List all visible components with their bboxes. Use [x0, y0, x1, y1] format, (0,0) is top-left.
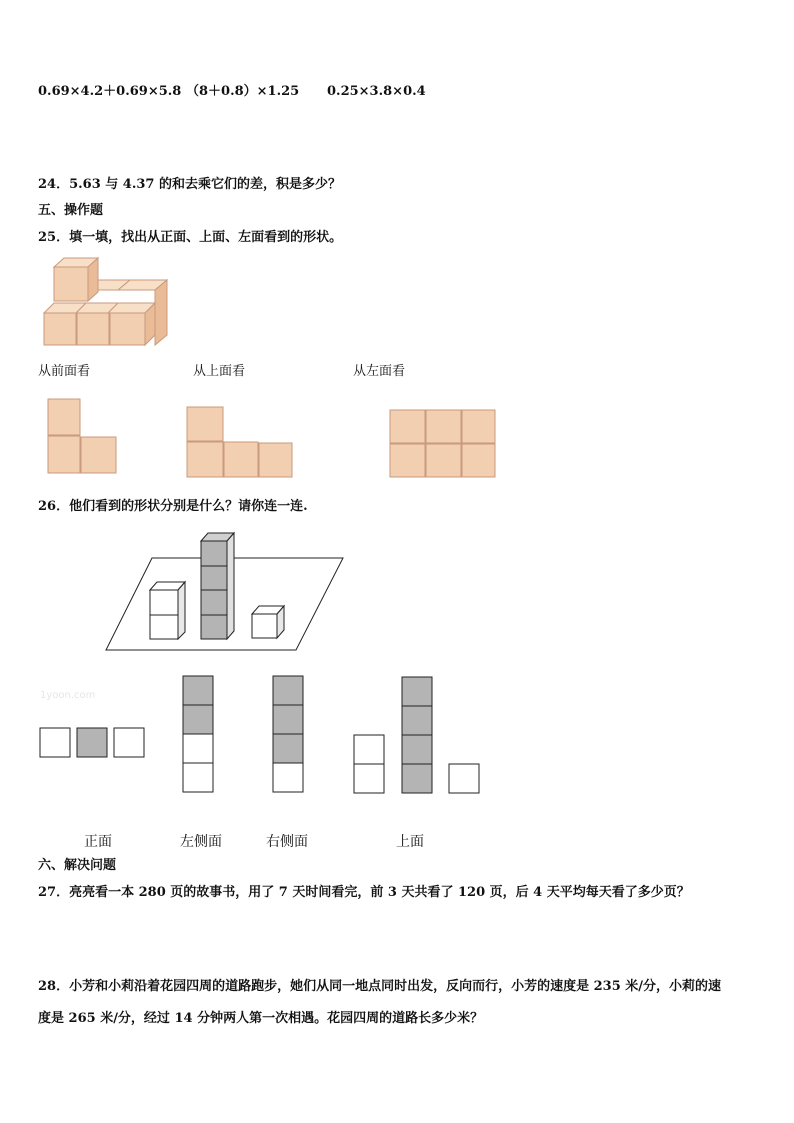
expression-2: （8＋0.8）×1.25 [186, 84, 300, 99]
question-26: 26．他们看到的形状分别是什么？请你连一连. [38, 499, 308, 514]
expression-3: 0.25×3.8×0.4 [327, 84, 426, 99]
view-label-left: 从左面看 [353, 364, 406, 379]
option-shape-front [39, 727, 147, 759]
cube-towers-scene [100, 528, 350, 658]
question-27: 27．亮亮看一本 280 页的故事书，用了 7 天时间看完，前 3 天共看了 120 页，后 4 天平均每天看了多少页？ [38, 885, 690, 900]
watermark: 1yoon.com [40, 690, 96, 701]
option-shape-left-side [182, 675, 216, 795]
question-28-line-2: 度是 265 米/分，经过 14 分钟两人第一次相遇。花园四周的道路长多少米？ [38, 1011, 484, 1026]
option-label-left-side: 左侧面 [180, 834, 222, 850]
question-24: 24．5.63 与 4.37 的和去乘它们的差，积是多少？ [38, 177, 341, 192]
view-label-front: 从前面看 [38, 364, 91, 379]
option-label-right-side: 右侧面 [266, 834, 308, 850]
top-view-shape [186, 406, 294, 480]
cube-stack-figure [40, 255, 175, 350]
front-view-shape [47, 398, 119, 476]
view-label-top: 从上面看 [193, 364, 246, 379]
question-25: 25．填一填，找出从正面、上面、左面看到的形状。 [38, 230, 343, 245]
option-label-top: 上面 [396, 834, 424, 850]
section-5-heading: 五、操作题 [38, 203, 104, 218]
option-shape-top [353, 676, 483, 796]
expression-1: 0.69×4.2＋0.69×5.8 [38, 84, 182, 99]
section-6-heading: 六、解决问题 [38, 858, 117, 873]
option-shape-right-side [272, 675, 306, 795]
left-view-shape [389, 409, 497, 479]
option-label-front: 正面 [84, 834, 112, 850]
question-28-line-1: 28．小芳和小莉沿着花园四周的道路跑步，她们从同一地点同时出发，反向而行，小芳的速度是 235 米/分，小莉的速 [38, 979, 722, 994]
